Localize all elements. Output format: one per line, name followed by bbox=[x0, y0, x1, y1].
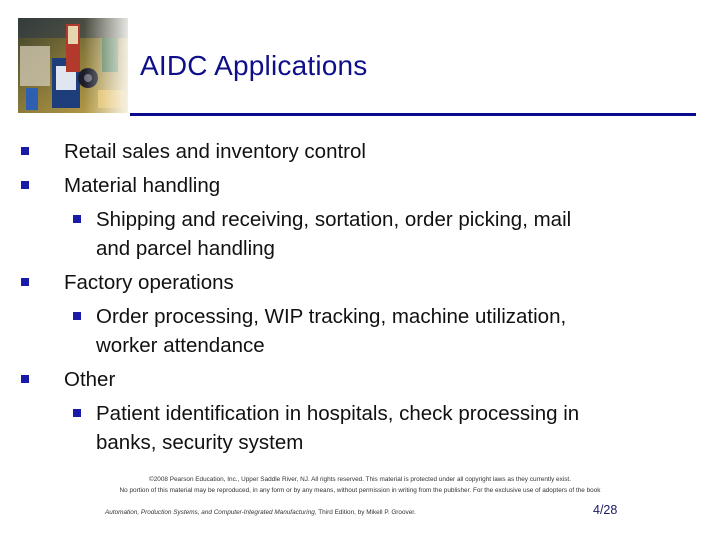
bullet-marker bbox=[21, 147, 29, 155]
sub-bullet-marker bbox=[73, 409, 81, 417]
bullet-item: Retail sales and inventory control bbox=[64, 140, 366, 163]
book-edition-author: Third Edition, by Mikell P. Groover. bbox=[316, 509, 416, 516]
sub-bullet-line: worker attendance bbox=[96, 334, 265, 357]
page-number: 4/28 bbox=[593, 503, 618, 517]
sub-bullet-line: Patient identification in hospitals, check processing in bbox=[96, 402, 580, 425]
header-photo bbox=[18, 18, 128, 113]
sub-bullet-line: Shipping and receiving, sortation, order picking, mail bbox=[96, 208, 572, 231]
sub-bullet-line: banks, security system bbox=[96, 431, 304, 454]
bullet-marker bbox=[21, 375, 29, 383]
copyright-line: No portion of this material may be reproduced, in any form or by any means, without permission in writing from the publisher. For the exclusive use of adopters of the book bbox=[119, 487, 601, 494]
book-citation bbox=[105, 509, 416, 516]
bullet-marker bbox=[21, 278, 29, 286]
bullet-item: Factory operations bbox=[64, 271, 234, 294]
book-title: Automation, Production Systems, and Computer-Integrated Manufacturing, bbox=[105, 509, 317, 516]
sub-bullet-line: and parcel handling bbox=[96, 237, 275, 260]
copyright-line: ©2008 Pearson Education, Inc., Upper Saddle River, NJ. All rights reserved. This material is protected under all copyright laws as they currently exist. bbox=[149, 476, 571, 483]
bullet-marker bbox=[21, 181, 29, 189]
electronic-components-image bbox=[18, 18, 128, 113]
sub-bullet-marker bbox=[73, 215, 81, 223]
title-divider bbox=[130, 113, 696, 116]
sub-bullet-line: Order processing, WIP tracking, machine utilization, bbox=[96, 305, 567, 328]
bullet-item: Material handling bbox=[64, 174, 221, 197]
slide-title: AIDC Applications bbox=[140, 50, 368, 81]
bullet-item: Other bbox=[64, 368, 116, 391]
copyright-notice bbox=[0, 474, 720, 496]
sub-bullet-marker bbox=[73, 312, 81, 320]
